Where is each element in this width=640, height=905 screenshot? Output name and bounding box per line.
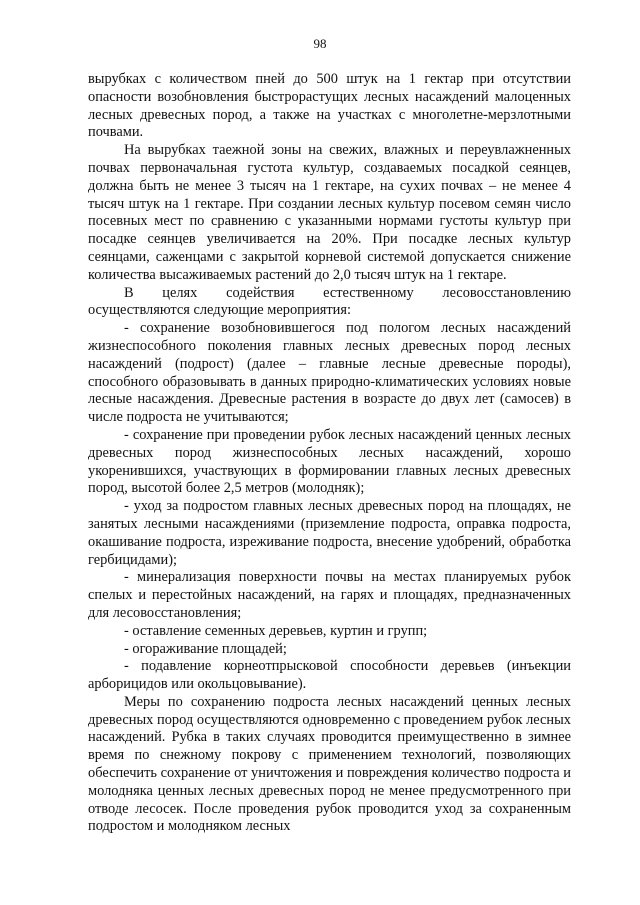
paragraph-measures-intro: В целях содействия естественному лесовосстановлению осуществляются следующие мероприятия: — [88, 284, 571, 319]
paragraph-planting-density: На вырубках таежной зоны на свежих, влажных и переувлажненных почвах первоначальная густота культур, создаваемых посадкой сеянцев, должна быть не менее 3 тысяч на 1 гектаре, на сухих почвах – не менее 4 тысяч штук на 1 гектаре. При создании лесных культур посевом семян число посевных мест по сравнению с указанными нормами густоты культур при посадке сеянцев увеличивается на 20%. При посадке лесных культур сеянцами, саженцами с закрытой корневой системой допускается снижение количества высаживаемых растений до 2,0 тысяч штук на 1 гектаре. — [88, 142, 571, 283]
list-item-soil-mineralization: - минерализация поверхности почвы на местах планируемых рубок спелых и перестойных насаждений, на гарях и площадях, предназначенных для лесовосстановления; — [88, 569, 571, 621]
list-item-root-suppression: - подавление корнеотпрысковой способности деревьев (инъекции арборицидов или окольцовывание). — [88, 658, 571, 693]
paragraph-continuation: вырубках с количеством пней до 500 штук на 1 гектар при отсутствии опасности возобновления быстрорастущих лесных насаждений малоценных лесных древесных пород, а также на участках с многолетне-мерзлотными почвами. — [88, 71, 571, 141]
paragraph-undergrowth-measures: Меры по сохранению подроста лесных насаждений ценных лесных древесных пород осуществляются одновременно с проведением рубок лесных насаждений. Рубка в таких случаях проводится преимущественно в зимнее время по снежному покрову с применением технологий, позволяющих обеспечить сохранение от уничтожения и повреждения количество подроста и молодняка ценных лесных древесных пород не менее предусмотренного при отводе лесосек. После проведения рубок проводится уход за сохраненным подростом и молодняком лесных — [88, 693, 571, 835]
list-item-undergrowth-care: - уход за подростом главных лесных древесных пород на площадях, не занятых лесными насаждениями (приземление подроста, оправка подроста, окашивание подроста, изреживание подроста, внесение удобрений, обработка гербицидами); — [88, 498, 571, 568]
list-item-undergrowth-preservation: - сохранение возобновившегося под пологом лесных насаждений жизнеспособного поколения главных лесных древесных пород лесных насаждений (подрост) (далее – главные лесные древесные породы), способного образовывать в данных природно-климатических условиях новые лесные насаждения. Древесные растения в возрасте до двух лет (самосев) в числе подроста не учитываются; — [88, 320, 571, 426]
list-item-fencing: - огораживание площадей; — [124, 640, 287, 657]
page-number: 98 — [313, 36, 327, 51]
list-item-young-growth-preservation: - сохранение при проведении рубок лесных насаждений ценных лесных древесных пород жизнеспособных лесных насаждений, хорошо укоренившихся, участвующих в формировании главных лесных древесных пород, высотой более 2,5 метров (молодняк); — [88, 426, 571, 497]
document-body — [88, 71, 571, 836]
list-item-seed-trees: - оставление семенных деревьев, куртин и групп; — [124, 622, 428, 639]
